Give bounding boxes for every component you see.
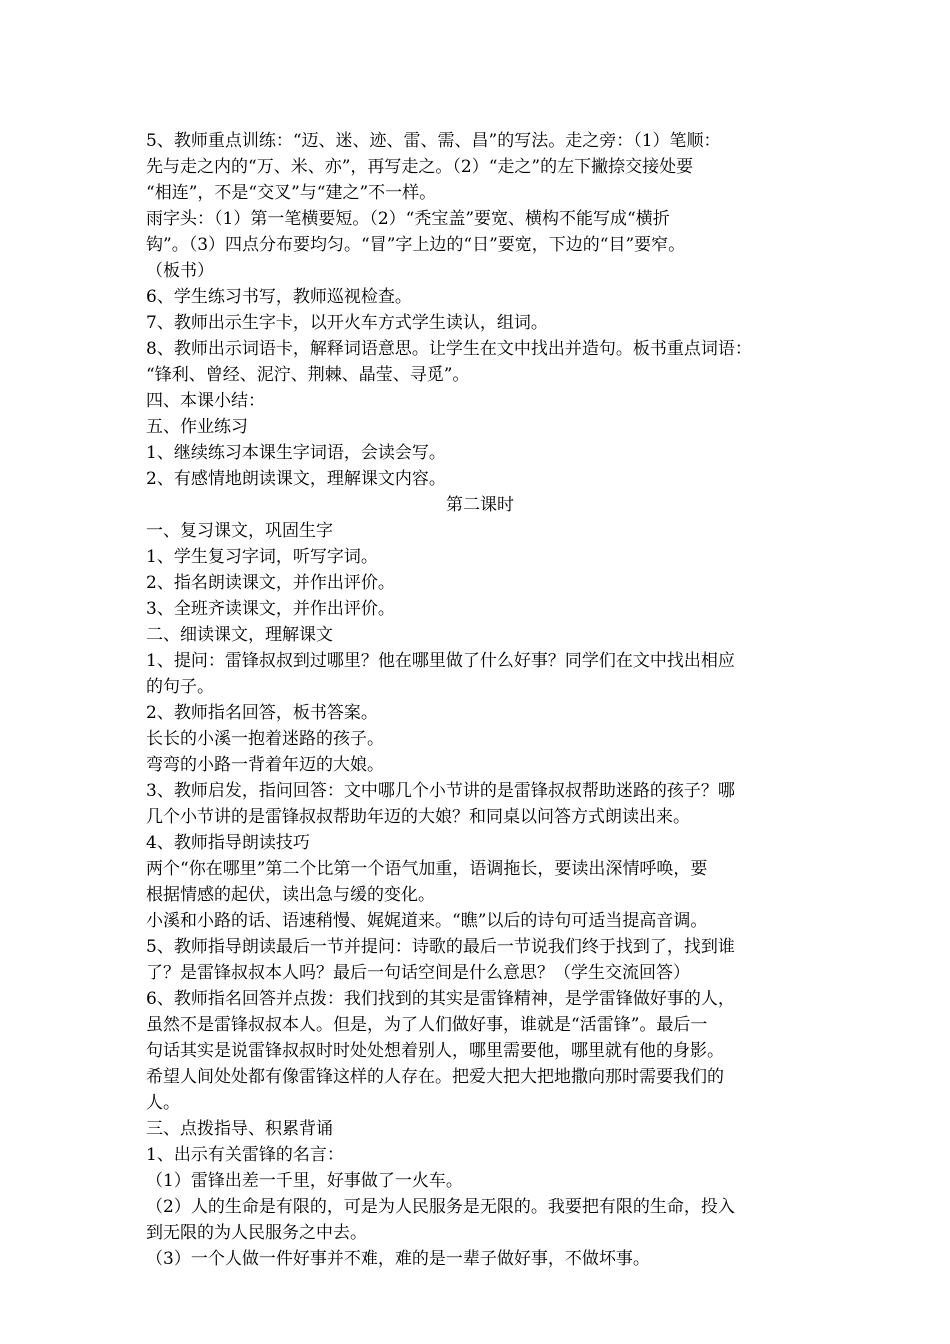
text-line: “锋利、曾经、泥泞、荆棘、晶莹、寻觅”。	[146, 365, 470, 385]
text-line: 钩”。（3）四点分布要均匀。“冒”字上边的“日”要宽，下边的“目”要窄。	[146, 235, 686, 255]
text-line: 1、继续练习本课生字词语，会读会写。	[146, 443, 446, 463]
section-heading: 二、细读课文，理解课文	[146, 625, 333, 645]
text-line: （2）人的生命是有限的，可是为人民服务是无限的。我要把有限的生命，投入	[146, 1197, 735, 1217]
text-line: 5、教师指导朗读最后一节并提问：诗歌的最后一节说我们终于找到了，找到谁	[146, 937, 735, 957]
text-line: （3）一个人做一件好事并不难，难的是一辈子做好事，不做坏事。	[146, 1249, 650, 1269]
text-line: 几个小节讲的是雷锋叔叔帮助年迈的大娘？和同桌以问答方式朗读出来。	[146, 807, 690, 827]
text-line: 雨字头：（1）第一笔横要短。（2）“秃宝盖”要宽、横构不能写成“横折	[146, 209, 670, 229]
text-line: 2、指名朗读课文，并作出评价。	[146, 573, 395, 593]
text-line: 到无限的为人民服务之中去。	[146, 1223, 367, 1243]
lesson-title: 第二课时	[446, 495, 514, 515]
text-line: “相连”，不是“交叉”与“建之”不一样。	[146, 183, 437, 203]
text-line: 4、教师指导朗读技巧	[146, 833, 310, 853]
text-line: 2、有感情地朗读课文，理解课文内容。	[146, 469, 446, 489]
document-body	[146, 128, 810, 1272]
text-line: 3、教师启发，指问回答：文中哪几个小节讲的是雷锋叔叔帮助迷路的孩子？哪	[146, 781, 735, 801]
text-line: 1、学生复习字词，听写字词。	[146, 547, 378, 567]
section-heading: 五、作业练习	[146, 417, 248, 437]
text-line: 先与走之内的“万、米、亦”，再写走之。（2）“走之”的左下撇捺交接处要	[146, 157, 694, 177]
text-line: 1、出示有关雷锋的名言：	[146, 1145, 344, 1165]
text-line: 根据情感的起伏，读出急与缓的变化。	[146, 885, 435, 905]
text-line: 希望人间处处都有像雷锋这样的人存在。把爱大把大把地撒向那时需要我们的	[146, 1067, 724, 1087]
text-line: （1）雷锋出差一千里，好事做了一火车。	[146, 1171, 463, 1191]
section-heading: 一、复习课文，巩固生字	[146, 521, 333, 541]
text-line: 人。	[146, 1093, 180, 1113]
text-line: 长长的小溪一抱着迷路的孩子。	[146, 729, 384, 749]
text-line: （板书）	[146, 261, 214, 281]
text-line: 2、教师指名回答，板书答案。	[146, 703, 378, 723]
section-heading: 四、本课小结：	[146, 391, 265, 411]
text-line: 3、全班齐读课文，并作出评价。	[146, 599, 395, 619]
section-heading: 三、点拨指导、积累背诵	[146, 1119, 333, 1139]
text-line: 小溪和小路的话、语速稍慢、娓娓道来。“瞧”以后的诗句可适当提高音调。	[146, 911, 708, 931]
text-line: 弯弯的小路一背着年迈的大娘。	[146, 755, 384, 775]
text-line: 7、教师出示生字卡，以开火车方式学生读认，组词。	[146, 313, 548, 333]
text-line: 6、学生练习书写，教师巡视检查。	[146, 287, 412, 307]
text-line: 两个“你在哪里”第二个比第一个语气加重，语调拖长，要读出深情呼唤，要	[146, 859, 708, 879]
text-line: 的句子。	[146, 677, 214, 697]
text-line: 虽然不是雷锋叔叔本人。但是，为了人们做好事，谁就是“活雷锋”。最后一	[146, 1015, 708, 1035]
text-line: 5、教师重点训练：“迈、迷、迹、雷、需、昌”的写法。走之旁：（1）笔顺：	[146, 131, 721, 151]
text-line: 6、教师指名回答并点拨：我们找到的其实是雷锋精神，是学雷锋做好事的人，	[146, 989, 735, 1009]
text-line: 1、提问：雷锋叔叔到过哪里？他在哪里做了什么好事？同学们在文中找出相应	[146, 651, 735, 671]
text-line: 了？是雷锋叔叔本人吗？最后一句话空间是什么意思？（学生交流回答）	[146, 963, 690, 983]
text-line: 句话其实是说雷锋叔叔时时处处想着别人，哪里需要他，哪里就有他的身影。	[146, 1041, 724, 1061]
text-line: 8、教师出示词语卡，解释词语意思。让学生在文中找出并造句。板书重点词语：	[146, 339, 752, 359]
